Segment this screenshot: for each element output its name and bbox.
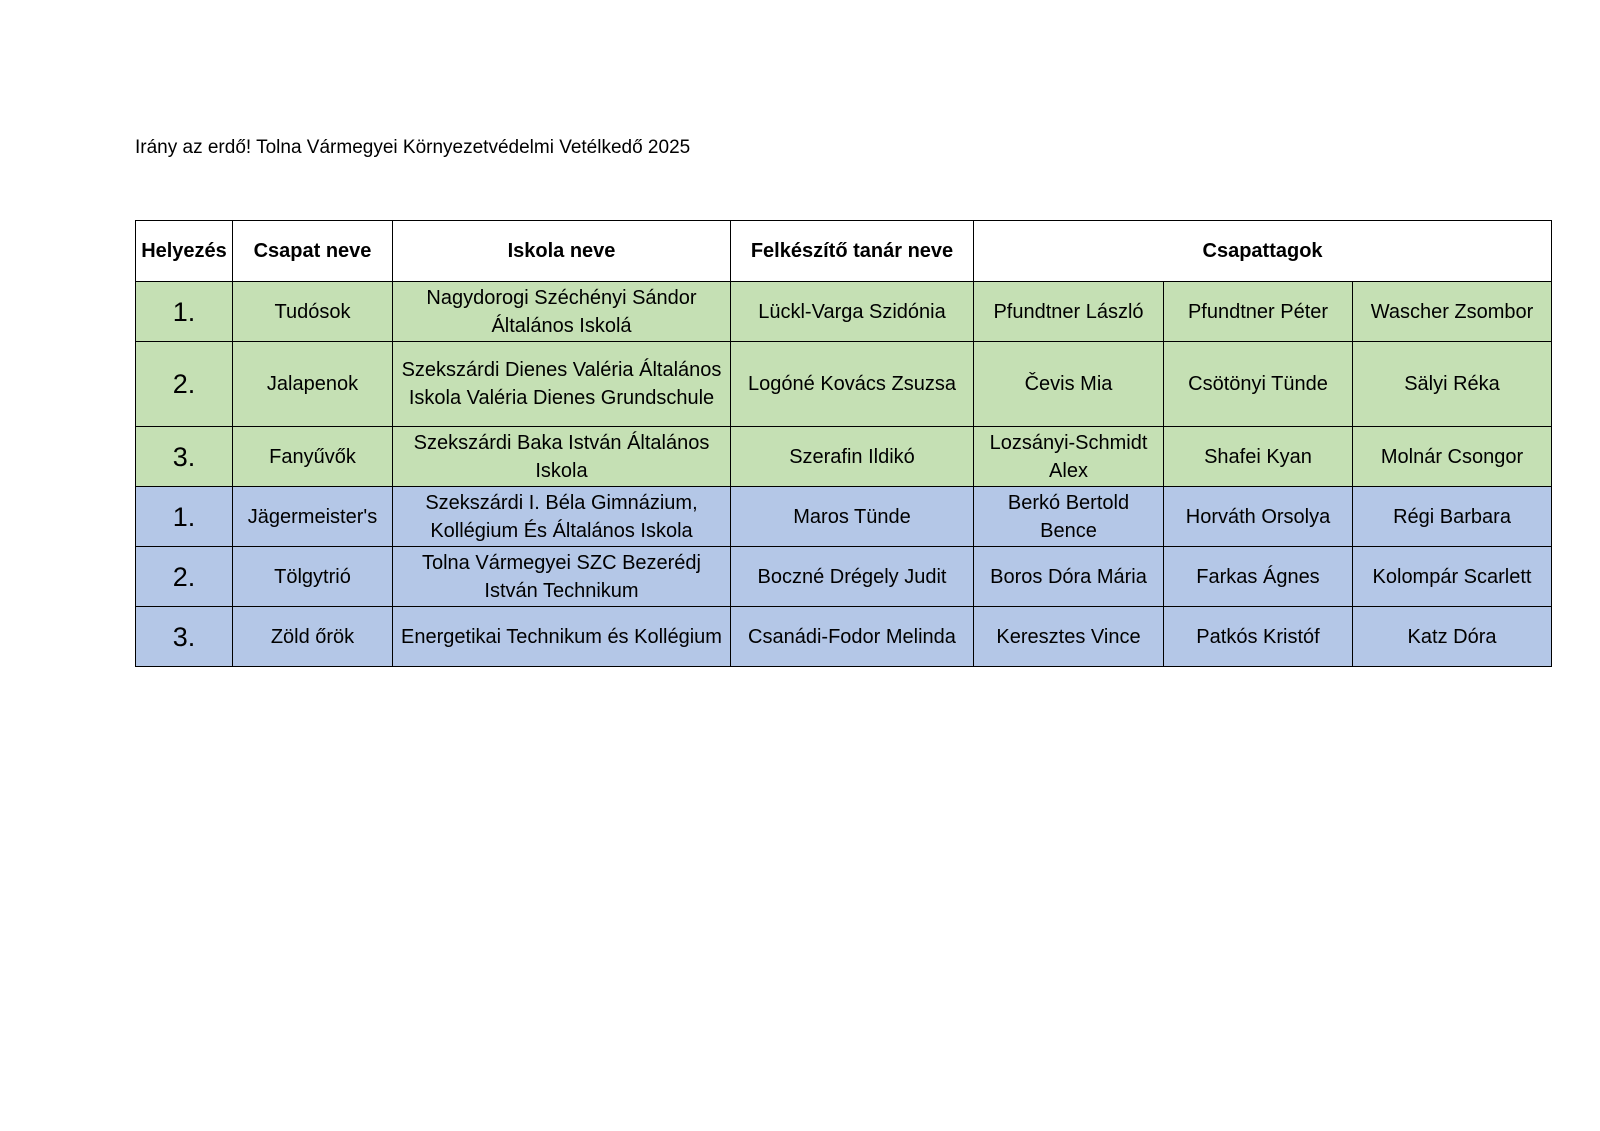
place-cell: 2.	[136, 342, 233, 427]
document-title: Irány az erdő! Tolna Vármegyei Környezetvédelmi Vetélkedő 2025	[135, 137, 691, 158]
header-members: Csapattagok	[974, 221, 1552, 282]
school-cell: Szekszárdi Dienes Valéria Általános Iskola Valéria Dienes Grundschule	[393, 342, 731, 427]
team-cell: Fanyűvők	[233, 427, 393, 487]
teacher-cell: Lückl-Varga Szidónia	[731, 282, 974, 342]
table-row	[136, 607, 1552, 667]
member-cell: Katz Dóra	[1353, 607, 1552, 667]
member-cell: Farkas Ágnes	[1164, 547, 1353, 607]
teacher-cell: Logóné Kovács Zsuzsa	[731, 342, 974, 427]
place-cell: 3.	[136, 427, 233, 487]
member-cell: Pfundtner László	[974, 282, 1164, 342]
teacher-cell: Szerafin Ildikó	[731, 427, 974, 487]
header-teacher: Felkészítő tanár neve	[731, 221, 974, 282]
member-cell: Sälyi Réka	[1353, 342, 1552, 427]
school-cell: Nagydorogi Széchényi Sándor Általános Iskolá	[393, 282, 731, 342]
team-cell: Jalapenok	[233, 342, 393, 427]
table-row	[136, 282, 1552, 342]
place-cell: 3.	[136, 607, 233, 667]
table-row	[136, 342, 1552, 427]
header-school: Iskola neve	[393, 221, 731, 282]
teacher-cell: Boczné Drégely Judit	[731, 547, 974, 607]
school-cell: Energetikai Technikum és Kollégium	[393, 607, 731, 667]
table-row	[136, 427, 1552, 487]
place-cell: 1.	[136, 282, 233, 342]
member-cell: Čevis Mia	[974, 342, 1164, 427]
teacher-cell: Maros Tünde	[731, 487, 974, 547]
header-row	[136, 221, 1552, 282]
member-cell: Molnár Csongor	[1353, 427, 1552, 487]
place-cell: 1.	[136, 487, 233, 547]
header-place: Helyezés	[136, 221, 233, 282]
member-cell: Pfundtner Péter	[1164, 282, 1353, 342]
member-cell: Patkós Kristóf	[1164, 607, 1353, 667]
team-cell: Jägermeister's	[233, 487, 393, 547]
school-cell: Tolna Vármegyei SZC Bezerédj István Technikum	[393, 547, 731, 607]
team-cell: Zöld őrök	[233, 607, 393, 667]
place-cell: 2.	[136, 547, 233, 607]
school-cell: Szekszárdi I. Béla Gimnázium, Kollégium És Általános Iskola	[393, 487, 731, 547]
member-cell: Shafei Kyan	[1164, 427, 1353, 487]
member-cell: Keresztes Vince	[974, 607, 1164, 667]
table-row	[136, 547, 1552, 607]
school-cell: Szekszárdi Baka István Általános Iskola	[393, 427, 731, 487]
team-cell: Tölgytrió	[233, 547, 393, 607]
member-cell: Horváth Orsolya	[1164, 487, 1353, 547]
header-team: Csapat neve	[233, 221, 393, 282]
member-cell: Boros Dóra Mária	[974, 547, 1164, 607]
member-cell: Régi Barbara	[1353, 487, 1552, 547]
member-cell: Lozsányi-Schmidt Alex	[974, 427, 1164, 487]
member-cell: Wascher Zsombor	[1353, 282, 1552, 342]
table-row	[136, 487, 1552, 547]
teacher-cell: Csanádi-Fodor Melinda	[731, 607, 974, 667]
member-cell: Berkó Bertold Bence	[974, 487, 1164, 547]
member-cell: Csötönyi Tünde	[1164, 342, 1353, 427]
team-cell: Tudósok	[233, 282, 393, 342]
member-cell: Kolompár Scarlett	[1353, 547, 1552, 607]
results-table	[135, 220, 1552, 667]
